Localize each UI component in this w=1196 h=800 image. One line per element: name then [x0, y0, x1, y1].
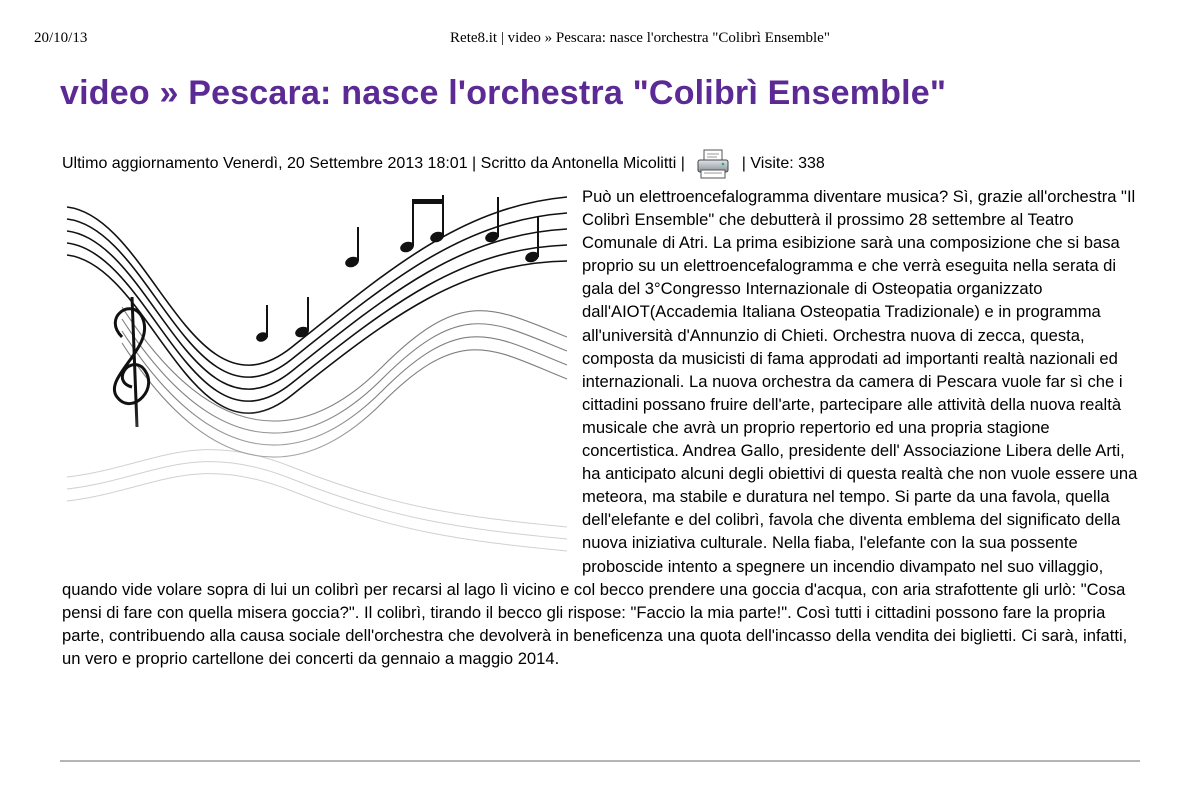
print-header [0, 30, 1196, 52]
article-content [62, 185, 1142, 670]
printer-icon[interactable] [695, 148, 731, 180]
article-body: Può un elettroencefalogramma diventare musica? Sì, grazie all'orchestra "Il Colibrì Ensemble" che debutterà il prossimo 28 settembre al Teatro Comunale di Atri. La prima esibizione sarà una composizione che si basa proprio su un elettroencefalogramma e che verrà eseguita nella serata di gala del 3°Congresso Internazionale di Osteopatia organizzato dall'AIOT(Accademia Italiana Osteopatia Tradizionale) e in programma all'università d'Annunzio di Chieti. Orchestra nuova di zecca, questa, composta da musicisti di fama approdati ad importanti realtà nazionali ed internazionali. La nuova orchestra da camera di Pescara vuole far sì che i cittadini possano fruire dell'arte, partecipare alle attività della nuova realtà musicale che avrà un proprio repertorio ed una propria stagione concertistica. Andrea Gallo, presidente dell' Associazione Libera delle Arti, ha anticipato alcuni degli obiettivi di questa realtà che non vuole essere una meteora, ma stabile e duratura nel tempo. Si parte da una favola, quella dell'elefante e del colibrì, favola che diventa emblema del significato della nuova iniziativa culturale. Nella fiaba, l'elefante con la sua possente proboscide intento a spegnere un incendio divampato nel suo villaggio, quando vide volare sopra di lui un colibrì per recarsi al lago lì vicino e col becco prendere una goccia d'acqua, con aria strafottente gli urlò: "Cosa pensi di fare con quella misera goccia?". Il colibrì, tirando il becco gli rispose: "Faccio la mia parte!". Così tutti i cittadini possono fare la propria parte, contribuendo alla causa sociale dell'orchestra che devolverà in beneficenza una quota dell'incasso della vendita dei biglietti. Ci sarà, infatti, un vero e proprio cartellone dei concerti da gennaio a maggio 2014. [62, 187, 1138, 668]
last-updated: Ultimo aggiornamento Venerdì, 20 Settembre 2013 18:01 [62, 155, 468, 172]
musical-staff-notes-image [62, 187, 570, 572]
meta-separator: | [737, 155, 751, 172]
author: Scritto da Antonella Micolitti [480, 155, 677, 172]
article-title[interactable]: video » Pescara: nasce l'orchestra "Colibrì Ensemble" [60, 74, 947, 112]
article-meta [62, 148, 825, 180]
meta-separator: | [676, 155, 690, 172]
meta-separator: | [467, 155, 481, 172]
print-page-title: Rete8.it | video » Pescara: nasce l'orchestra "Colibrì Ensemble" [450, 30, 830, 46]
divider [60, 760, 1140, 762]
print-date: 20/10/13 [34, 30, 88, 46]
visit-count: Visite: 338 [750, 155, 825, 172]
